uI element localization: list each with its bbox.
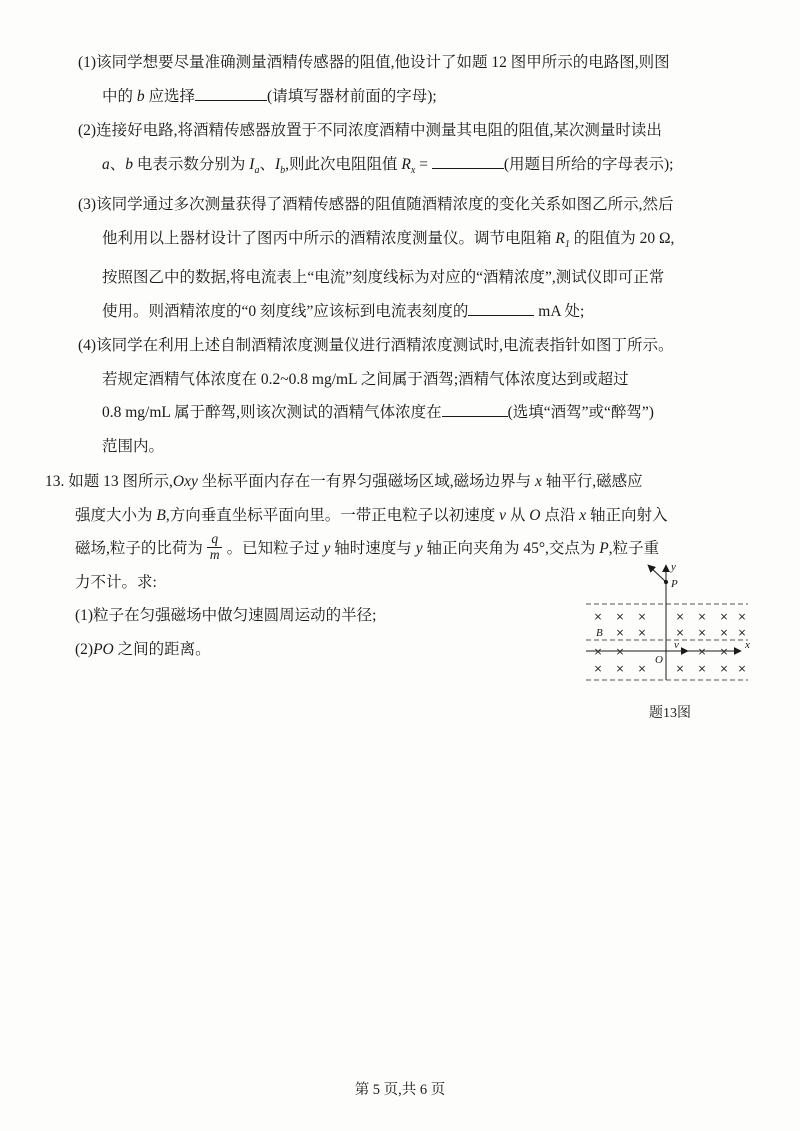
field-symbols-group <box>594 611 747 675</box>
text-line: 他利用以上器材设计了图丙中所示的酒精浓度测量仪。调节电阻箱 $R_1$ 的阻值为 20 Ω, <box>102 229 675 250</box>
velocity-at-p-arrow <box>648 565 666 582</box>
text-line: (1)该同学想要尽量准确测量酒精传感器的阻值,他设计了如题 12 图甲所示的电路图,则图 <box>78 54 670 71</box>
field-into-page-icon: × <box>697 663 707 675</box>
field-into-page-icon: × <box>637 627 647 639</box>
text-line: 13. 如题 13 图所示,Oxy 坐标平面内存在一有界匀强磁场区域,磁场边界与 x 轴平行,磁感应 <box>45 473 643 491</box>
text-line: 按照图乙中的数据,将电流表上“电流”刻度线标为对应的“酒精浓度”,测试仪即可正常 <box>102 269 665 287</box>
field-into-page-icon: × <box>737 627 747 639</box>
text-line: 强度大小为 B,方向垂直坐标平面向里。一带正电粒子以初速度 v 从 O 点沿 x 轴正向射入 <box>75 506 668 524</box>
field-into-page-icon: × <box>593 663 603 675</box>
page-footer: 第 5 页,共 6 页 <box>354 1082 446 1098</box>
velocity-v-label: v <box>674 639 679 651</box>
fraction: $\frac{q}{m}$ <box>206 532 224 563</box>
text-line: (1)粒子在匀强磁场中做匀速圆周运动的半径; <box>75 607 377 625</box>
q13-figure-diagram <box>584 556 754 696</box>
origin-label: O <box>655 654 663 666</box>
field-b-label: B <box>596 627 603 639</box>
q12-item-1 <box>78 46 768 113</box>
q12-item-2 <box>78 114 768 187</box>
field-into-page-icon: × <box>615 611 625 623</box>
text-line: 若规定酒精气体浓度在 0.2~0.8 mg/mL 之间属于酒驾;酒精气体浓度达到或超过 <box>102 370 629 388</box>
text-line: 力不计。求: <box>75 573 157 591</box>
text-line: 使用。则酒精浓度的“0 刻度线”应该标到电流表刻度的 mA 处; <box>78 295 768 329</box>
field-into-page-icon: × <box>615 627 625 639</box>
text-line: 磁场,粒子的比荷为 $\frac{q}{m}$ 。已知粒子过 y 轴时速度与 y 轴正向夹角为 45°,交点为 P,粒子重 <box>75 531 660 563</box>
field-into-page-icon: × <box>719 611 729 623</box>
point-p-dot <box>664 580 668 584</box>
field-into-page-icon: × <box>675 627 685 639</box>
field-into-page-icon: × <box>737 611 747 623</box>
field-into-page-icon: × <box>637 663 647 675</box>
field-into-page-icon: × <box>637 611 647 623</box>
text-line: a、b 电表示数分别为 $I_a$、$I_b$,则此次电阻阻值 $R_x$ = (用题目所给的字母表示); <box>78 148 768 188</box>
answer-blank <box>195 85 267 101</box>
field-into-page-icon: × <box>719 646 729 658</box>
field-into-page-icon: × <box>615 663 625 675</box>
field-into-page-icon: × <box>615 646 625 658</box>
text-line: (2)连接好电路,将酒精传感器放置于不同浓度酒精中测量其电阻的阻值,某次测量时读出 <box>78 122 662 139</box>
text-line: (4)该同学在利用上述自制酒精浓度测量仪进行酒精浓度测试时,电流表指针如图丁所示。 <box>78 337 674 355</box>
point-p-label: P <box>671 578 678 590</box>
text-line: 0.8 mg/mL 属于醉驾,则该次测试的酒精气体浓度在 (选填“酒驾”或“醉驾”) <box>78 396 768 430</box>
field-into-page-icon: × <box>697 611 707 623</box>
y-axis-label: y <box>671 561 676 573</box>
figure-caption: 题13图 <box>649 706 691 721</box>
q13-figure <box>584 556 756 722</box>
text-line: 范围内。 <box>102 437 165 455</box>
field-into-page-icon: × <box>593 611 603 623</box>
field-into-page-icon: × <box>719 663 729 675</box>
x-axis-label: x <box>745 639 750 651</box>
q12-item-4 <box>78 329 768 463</box>
q12-item-3 <box>78 188 768 328</box>
text-line: 中的 b 应选择 (请填写器材前面的字母); <box>78 80 768 114</box>
field-into-page-icon: × <box>737 663 747 675</box>
answer-blank <box>442 402 508 418</box>
text-line: (2)PO 之间的距离。 <box>75 640 211 658</box>
text-line: (3)该同学通过多次测量获得了酒精传感器的阻值随酒精浓度的变化关系如图乙所示,然后 <box>78 196 674 214</box>
field-into-page-icon: × <box>593 646 603 658</box>
answer-blank <box>432 153 504 169</box>
field-into-page-icon: × <box>675 611 685 623</box>
field-into-page-icon: × <box>719 627 729 639</box>
field-into-page-icon: × <box>675 663 685 675</box>
answer-blank <box>468 300 534 316</box>
field-into-page-icon: × <box>697 646 707 658</box>
field-into-page-icon: × <box>697 627 707 639</box>
